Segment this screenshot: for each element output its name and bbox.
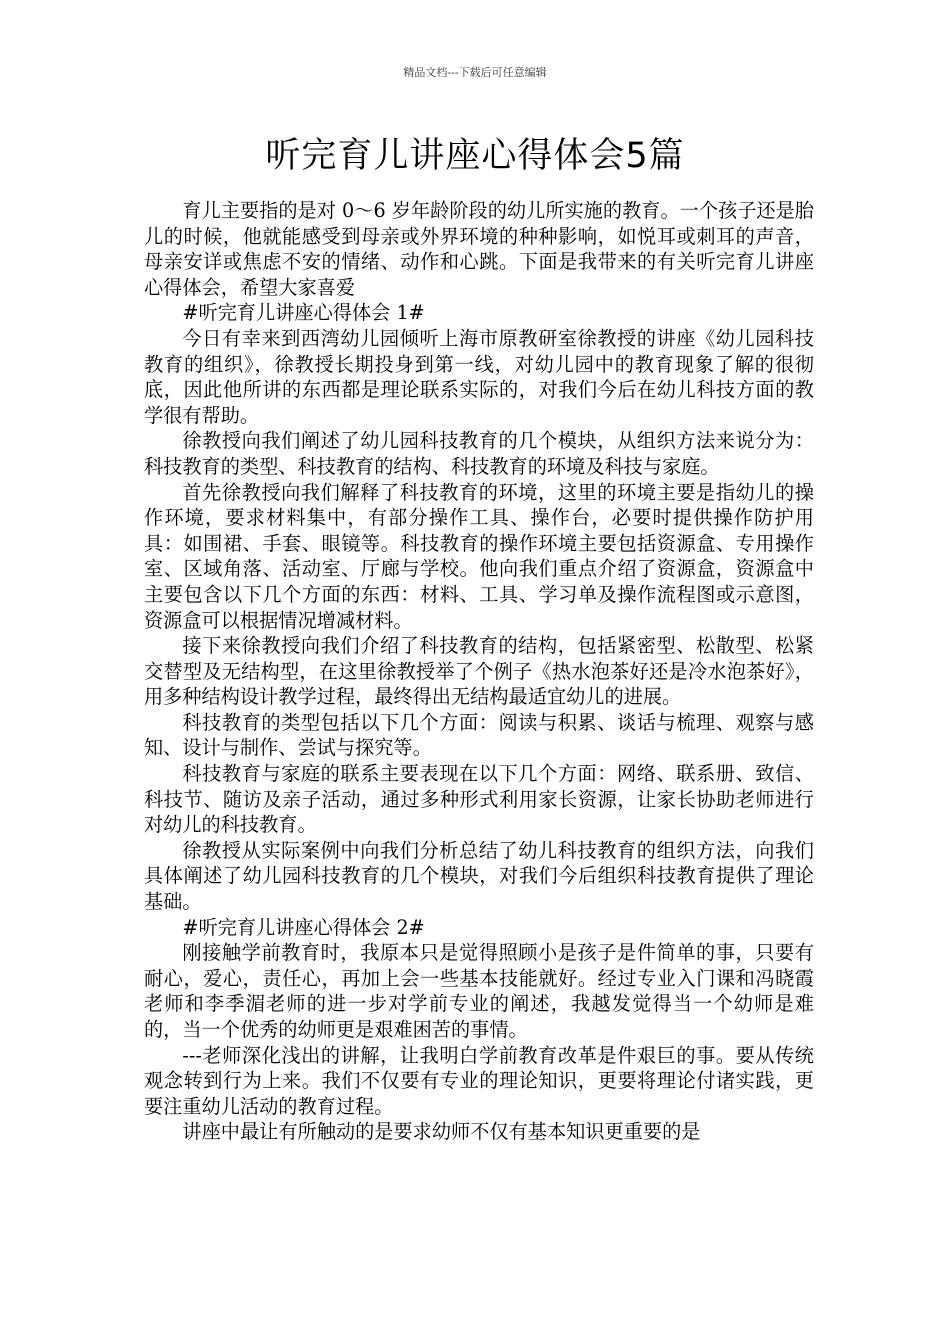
paragraph: 科技教育与家庭的联系主要表现在以下几个方面：网络、联系册、致信、科技节、随访及亲子活动，通过多种形式利用家长资源，让家长协助老师进行对幼儿的科技教育。 xyxy=(144,762,814,837)
paragraph: 今日有幸来到西湾幼儿园倾听上海市原教研室徐教授的讲座《幼儿园科技教育的组织》，徐教授长期投身到第一线，对幼儿园中的教育现象了解的很彻底，因此他所讲的东西都是理论联系实际的，对我们今后在幼儿科技方面的教学很有帮助。 xyxy=(144,326,814,427)
section-heading-1: #听完育儿讲座心得体会 1# xyxy=(182,301,425,325)
paragraph: 讲座中最让有所触动的是要求幼师不仅有基本知识更重要的是 xyxy=(182,1120,701,1144)
paragraph: 首先徐教授向我们解释了科技教育的环境，这里的环境主要是指幼儿的操作环境，要求材料集中，有部分操作工具、操作台，必要时提供操作防护用具：如围裙、手套、眼镜等。科技教育的操作环境主要包括资源盒、专用操作室、区域角落、活动室、厅廊与学校。他向我们重点介绍了资源盒，资源盒中主要包含以下几个方面的东西：材料、工具、学习单及操作流程图或示意图，资源盒可以根据情况增减材料。 xyxy=(144,480,814,632)
page-header-note: 精品文档---下载后可任意编辑 xyxy=(403,66,547,79)
section-heading-2: #听完育儿讲座心得体会 2# xyxy=(182,915,425,939)
paragraph: 徐教授向我们阐述了幼儿园科技教育的几个模块，从组织方法来说分为：科技教育的类型、科技教育的结构、科技教育的环境及科技与家庭。 xyxy=(144,429,814,478)
intro-paragraph: 育儿主要指的是对 0～6 岁年龄阶段的幼儿所实施的教育。一个孩子还是胎儿的时候，他就能感受到母亲或外界环境的种种影响，如悦耳或刺耳的声音，母亲安详或焦虑不安的情绪、动作和心跳。下面是我带来的有关听完育儿讲座心得体会，希望大家喜爱 xyxy=(144,199,814,299)
paragraph: ---老师深化浅出的讲解，让我明白学前教育改革是件艰巨的事。要从传统观念转到行为上来。我们不仅要有专业的理论知识，更要将理论付诸实践，更要注重幼儿活动的教育过程。 xyxy=(144,1043,814,1118)
document-title: 听完育儿讲座心得体会5篇 xyxy=(265,136,685,176)
document-body xyxy=(144,198,814,1145)
paragraph: 刚接触学前教育时，我原本只是觉得照顾小是孩子是件简单的事，只要有耐心，爱心，责任心，再加上会一些基本技能就好。经过专业入门课和冯晓霞老师和李季湄老师的进一步对学前专业的阐述，我越发觉得当一个幼师是难的，当一个优秀的幼师更是艰难困苦的事情。 xyxy=(144,941,814,1041)
paragraph: 徐教授从实际案例中向我们分析总结了幼儿科技教育的组织方法，向我们具体阐述了幼儿园科技教育的几个模块，对我们今后组织科技教育提供了理论基础。 xyxy=(144,838,814,914)
paragraph: 接下来徐教授向我们介绍了科技教育的结构，包括紧密型、松散型、松紧交替型及无结构型，在这里徐教授举了个例子《热水泡茶好还是冷水泡茶好》，用多种结构设计教学过程，最终得出无结构最适宜幼儿的进展。 xyxy=(144,634,814,709)
paragraph: 科技教育的类型包括以下几个方面：阅读与积累、谈话与梳理、观察与感知、设计与制作、尝试与探究等。 xyxy=(144,710,814,760)
